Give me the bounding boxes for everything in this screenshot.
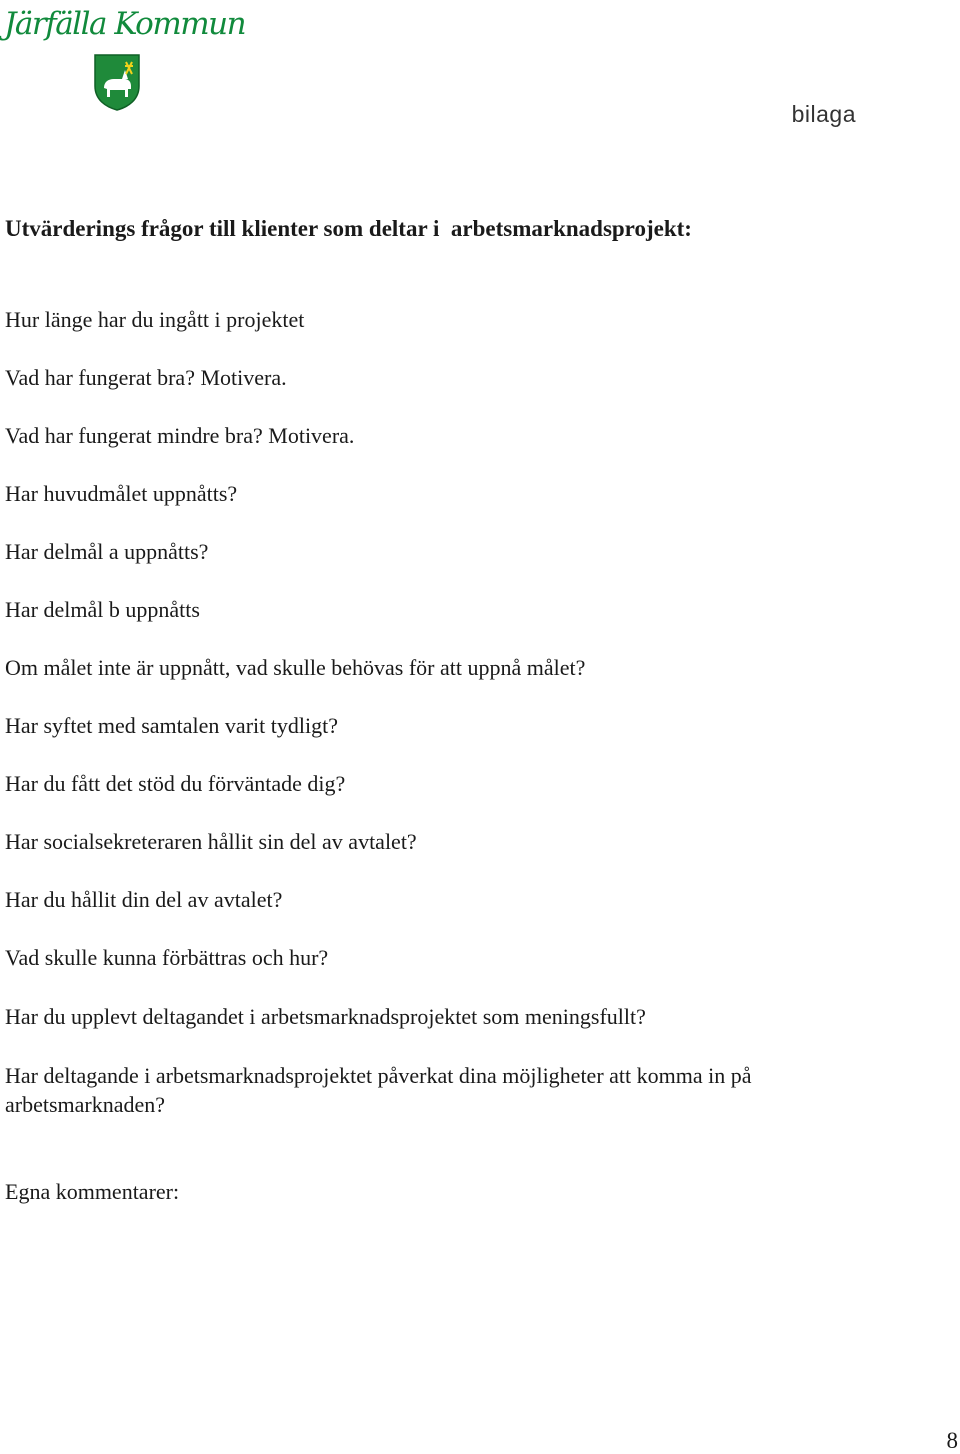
question-2: Vad har fungerat bra? Motivera.: [5, 365, 287, 390]
document-title: Utvärderings frågor till klienter som deltar i arbetsmarknadsprojekt:: [5, 216, 692, 241]
question-6: Har delmål b uppnåtts: [5, 597, 200, 622]
question-10: Har socialsekreteraren hållit sin del av avtalet?: [5, 829, 417, 854]
question-12: Vad skulle kunna förbättras och hur?: [5, 945, 329, 970]
comments-label: Egna kommentarer:: [5, 1179, 180, 1204]
question-9: Har du fått det stöd du förväntade dig?: [5, 771, 346, 796]
question-13: Har du upplevt deltagandet i arbetsmarknadsprojektet som meningsfullt?: [5, 1004, 646, 1029]
logo-wordmark: Järfälla Kommun: [4, 6, 246, 42]
question-8: Har syftet med samtalen varit tydligt?: [5, 713, 338, 738]
question-5: Har delmål a uppnåtts?: [5, 539, 209, 564]
attachment-label: bilaga: [791, 101, 856, 127]
coat-of-arms-icon: [92, 52, 142, 112]
question-1: Hur länge har du ingått i projektet: [5, 307, 305, 332]
question-14: Har deltagande i arbetsmarknadsprojektet påverkat dina möjligheter att komma in på arbetsmarknaden?: [5, 1063, 752, 1117]
question-3: Vad har fungerat mindre bra? Motivera.: [5, 423, 355, 448]
page-number: 8: [946, 1428, 958, 1453]
municipality-logo: [4, 4, 246, 114]
question-7: Om målet inte är uppnått, vad skulle behövas för att uppnå målet?: [5, 655, 586, 680]
question-4: Har huvudmålet uppnåtts?: [5, 481, 238, 506]
question-11: Har du hållit din del av avtalet?: [5, 887, 283, 912]
